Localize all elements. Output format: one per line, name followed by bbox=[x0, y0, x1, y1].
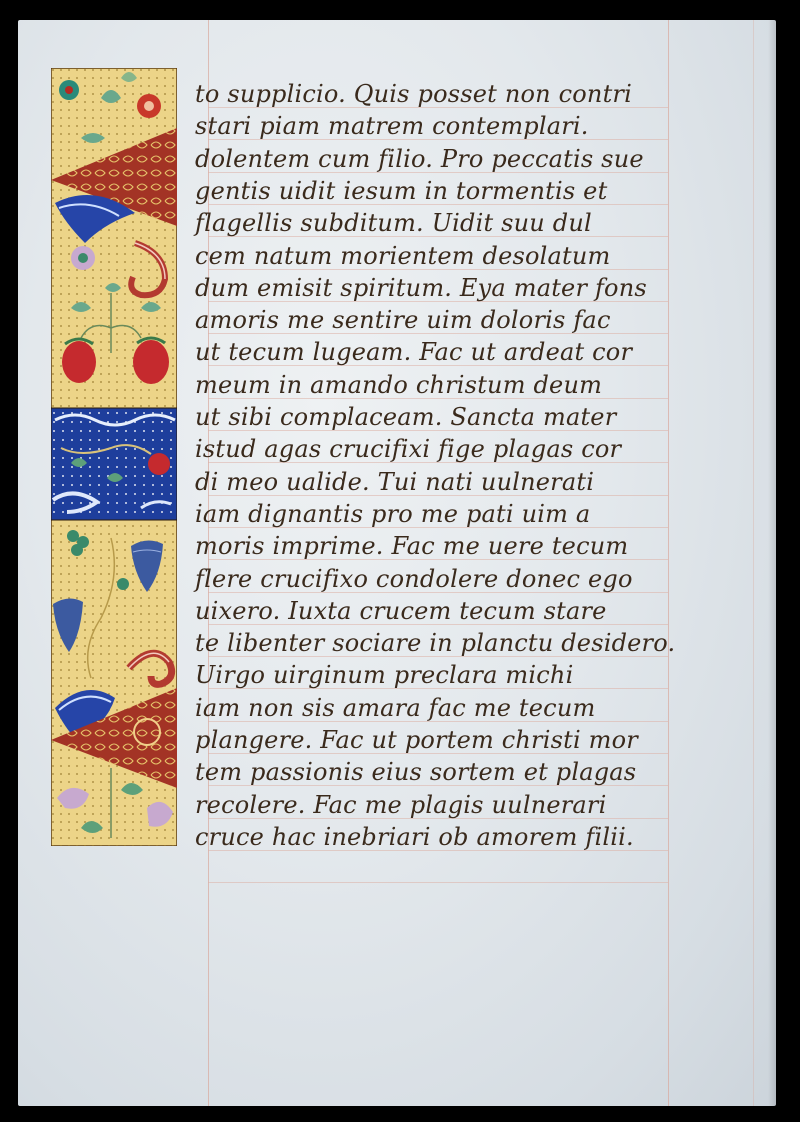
manuscript-line: amoris me sentire uim doloris fac bbox=[195, 306, 611, 335]
manuscript-line: dolentem cum filio. Pro peccatis sue bbox=[195, 144, 644, 173]
manuscript-line: ut sibi complaceam. Sancta mater bbox=[195, 403, 617, 431]
manuscript-line: cruce hac inebriari ob amorem filii. bbox=[195, 822, 634, 851]
manuscript-line: plangere. Fac ut portem christi mor bbox=[195, 726, 638, 754]
manuscript-line: flagellis subditum. Uidit suu dul bbox=[195, 209, 592, 238]
ruling-edge bbox=[753, 20, 754, 1106]
manuscript-line: uixero. Iuxta crucem tecum stare bbox=[195, 596, 607, 625]
manuscript-line: di meo ualide. Tui nati uulnerati bbox=[195, 467, 595, 496]
manuscript-line: cem natum morientem desolatum bbox=[195, 241, 611, 270]
manuscript-line: gentis uidit iesum in tormentis et bbox=[195, 176, 608, 205]
border-artwork bbox=[51, 68, 177, 846]
illuminated-border bbox=[51, 68, 177, 846]
manuscript-line: meum in amando christum deum bbox=[195, 370, 603, 399]
ruling-right bbox=[668, 20, 669, 1106]
manuscript-line: te libenter sociare in planctu desidero. bbox=[195, 629, 676, 658]
manuscript-line: to supplicio. Quis posset non contri bbox=[195, 80, 632, 108]
manuscript-line: recolere. Fac me plagis uulnerari bbox=[195, 790, 607, 819]
manuscript-line: iam non sis amara fac me tecum bbox=[195, 693, 596, 722]
manuscript-line: moris imprime. Fac me uere tecum bbox=[195, 532, 629, 561]
horizontal-ruling bbox=[208, 882, 668, 883]
manuscript-line: stari piam matrem contemplari. bbox=[195, 112, 589, 141]
manuscript-line: tem passionis eius sortem et plagas bbox=[195, 758, 637, 787]
manuscript-line: Uirgo uirginum preclara michi bbox=[195, 661, 574, 690]
manuscript-line: dum emisit spiritum. Eya mater fons bbox=[195, 273, 647, 302]
manuscript-line: iam dignantis pro me pati uim a bbox=[195, 499, 591, 528]
manuscript-line: flere crucifixo condolere donec ego bbox=[195, 564, 633, 593]
manuscript-line: ut tecum lugeam. Fac ut ardeat cor bbox=[195, 338, 633, 367]
manuscript-line: istud agas crucifixi fige plagas cor bbox=[195, 435, 622, 464]
page-edge-shadow bbox=[768, 20, 776, 1106]
